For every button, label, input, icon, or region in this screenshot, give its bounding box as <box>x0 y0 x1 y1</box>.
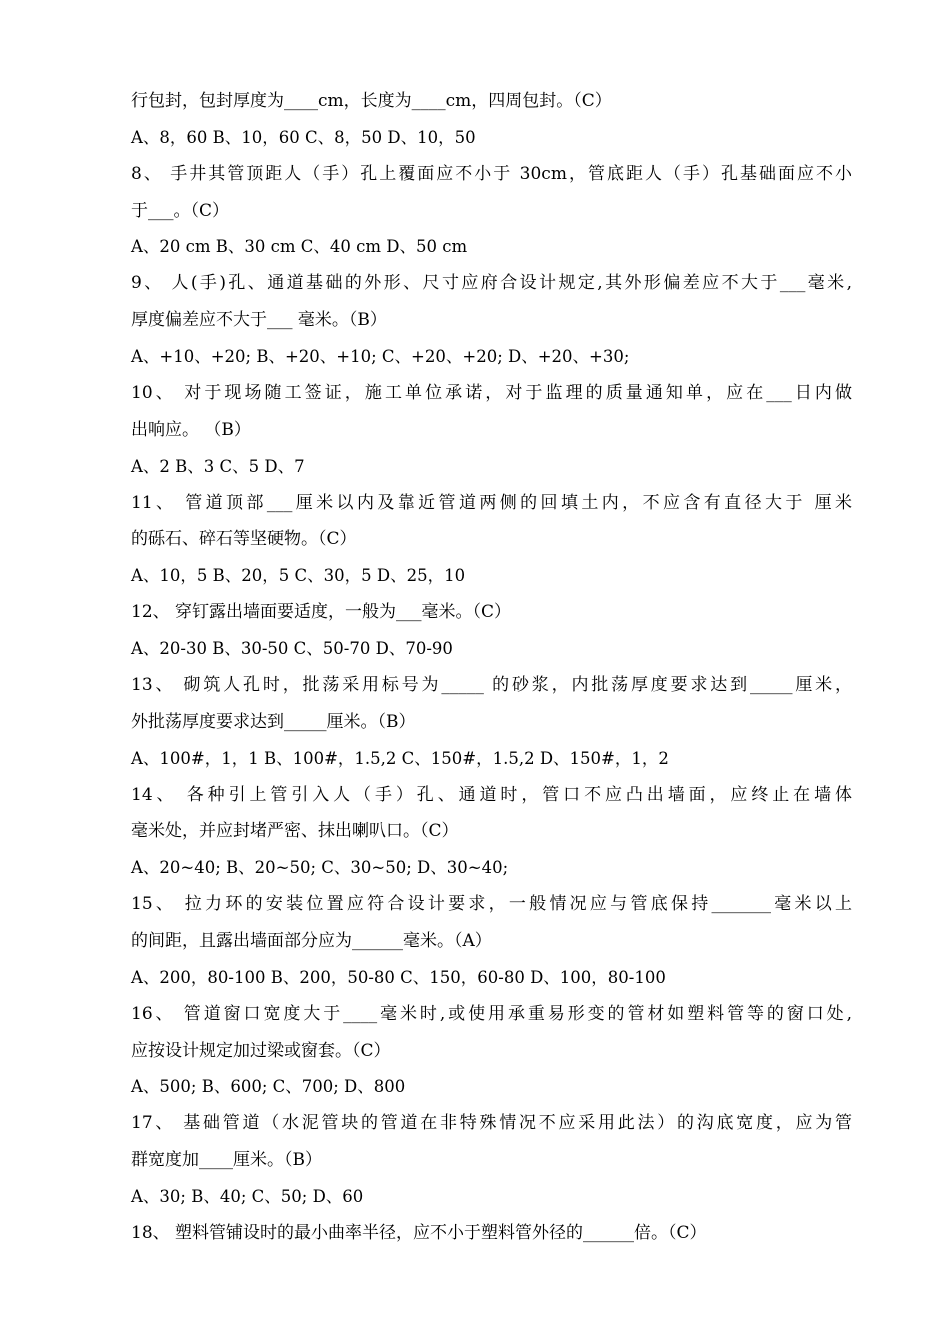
question-text-line: 于___。（C） <box>131 201 230 221</box>
question-text-line: 18、 塑料管铺设时的最小曲率半径，应不小于塑料管外径的______倍。（C） <box>131 1223 707 1243</box>
answer-options-line: A、+10、+20; B、+20、+10; C、+20、+20; D、+20、+30; <box>131 347 630 366</box>
question-text-line: 应按设计规定加过梁或窗套。（C） <box>131 1041 391 1061</box>
question-text-line: 的间距，且露出墙面部分应为______毫米。（A） <box>131 931 492 951</box>
question-text-line: 行包封，包封厚度为____cm，长度为____cm，四周包封。（C） <box>131 91 612 111</box>
question-text-line: 11、 管道顶部___厘米以内及靠近管道两侧的回填土内，不应含有直径大于 厘米 <box>131 493 852 513</box>
question-text-line: 群宽度加____厘米。（B） <box>131 1150 322 1170</box>
question-text-line: 外批荡厚度要求达到_____厘米。（B） <box>131 712 416 732</box>
question-text-line: 16、 管道窗口宽度大于____毫米时,或使用承重易形变的管材如塑料管等的窗口处, <box>131 1004 852 1024</box>
question-text-line: 毫米处，并应封堵严密、抹出喇叭口。（C） <box>131 821 459 841</box>
question-text-line: 17、 基础管道（水泥管块的管道在非特殊情况不应采用此法）的沟底宽度，应为管 <box>131 1113 852 1133</box>
question-text-line: 的砾石、碎石等坚硬物。（C） <box>131 529 357 549</box>
answer-options-line: A、500; B、600; C、700; D、800 <box>131 1077 406 1096</box>
answer-options-line: A、2 B、3 C、5 D、7 <box>131 457 305 476</box>
answer-options-line: A、8，60 B、10，60 C、8，50 D、10，50 <box>131 128 476 147</box>
question-text-line: 14、 各种引上管引入人（手）孔、通道时，管口不应凸出墙面，应终止在墙体 <box>131 785 852 805</box>
question-text-line: 9、 人(手)孔、通道基础的外形、尺寸应府合设计规定,其外形偏差应不大于___毫米, <box>131 273 852 293</box>
answer-options-line: A、100#，1，1 B、100#，1.5,2 C、150#，1.5,2 D、150#，1，2 <box>131 749 669 768</box>
question-text-line: 12、 穿钉露出墙面要适度，一般为___毫米。（C） <box>131 602 512 622</box>
answer-options-line: A、20-30 B、30-50 C、50-70 D、70-90 <box>131 639 453 658</box>
question-text-line: 8、 手井其管顶距人（手）孔上覆面应不小于 30cm，管底距人（手）孔基础面应不小 <box>131 164 852 184</box>
answer-options-line: A、10，5 B、20，5 C、30，5 D、25，10 <box>131 566 466 585</box>
question-text-line: 13、 砌筑人孔时，批荡采用标号为_____ 的砂浆，内批荡厚度要求达到_____厘米， <box>131 675 852 695</box>
answer-options-line: A、30; B、40; C、50; D、60 <box>131 1187 364 1206</box>
question-text-line: 厚度偏差应不大于___ 毫米。（B） <box>131 310 387 330</box>
answer-options-line: A、200，80-100 B、200，50-80 C、150，60-80 D、100，80-100 <box>131 968 666 987</box>
answer-options-line: A、20~40; B、20~50; C、30~50; D、30~40; <box>131 858 509 877</box>
answer-options-line: A、20 cm B、30 cm C、40 cm D、50 cm <box>131 237 468 256</box>
question-text-line: 出响应。 （B） <box>131 420 251 440</box>
question-text-line: 15、 拉力环的安装位置应符合设计要求，一般情况应与管底保持_______毫米以上 <box>131 894 852 914</box>
question-text-line: 10、 对于现场随工签证，施工单位承诺，对于监理的质量通知单，应在___日内做 <box>131 383 852 403</box>
